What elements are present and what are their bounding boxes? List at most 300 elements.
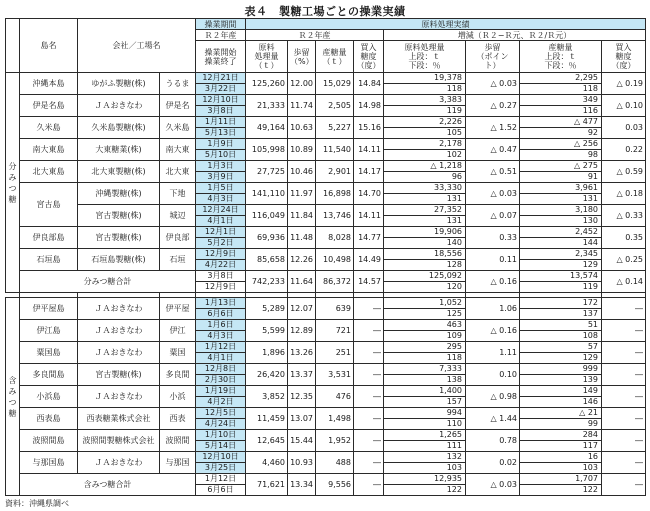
yield-change: 1.06: [466, 298, 520, 320]
yield-change: △ 0.16: [466, 320, 520, 342]
yield-change: △ 0.07: [466, 205, 520, 227]
yield-change: △ 1.52: [466, 117, 520, 139]
table-row: [6, 342, 646, 364]
company-name: 沖縄製糖(株): [78, 183, 160, 205]
factory-name: 久米島: [160, 117, 196, 139]
header-yield: 歩留 （%）: [288, 41, 316, 73]
operation-dates-top: 1月11日: [196, 117, 245, 128]
island-name: 伊是名島: [20, 95, 78, 117]
raw-change-bottom: 125: [446, 309, 462, 318]
purchase-change: △ 0.59: [602, 161, 646, 183]
sugar-change-bottom: 129: [582, 260, 598, 269]
raw-change-bottom: 131: [446, 194, 462, 203]
table-row: [6, 452, 646, 474]
sugar-tonnage: 11,540: [316, 139, 354, 161]
header-raw: 原料 処理量 （ｔ）: [246, 41, 288, 73]
operation-dates: [196, 205, 246, 227]
raw-change: [384, 205, 466, 227]
yield-change: △ 0.03: [466, 183, 520, 205]
raw-change-top: 994: [384, 408, 465, 419]
raw-tonnage: 105,998: [246, 139, 288, 161]
sugar-change-bottom: 92: [587, 128, 598, 137]
factory-name: 波照間: [160, 430, 196, 452]
yield-percent: 12.07: [288, 298, 316, 320]
yield-percent: 11.48: [288, 227, 316, 249]
table-row: [6, 205, 646, 227]
sugar-tonnage: 3,531: [316, 364, 354, 386]
operation-dates: [196, 364, 246, 386]
sugar-change: [520, 227, 602, 249]
header-sugar: 産糖量 （ｔ）: [316, 41, 354, 73]
raw-change: [384, 227, 466, 249]
company-name: 大東糖業(株): [78, 139, 160, 161]
company-name: ゆがふ製糖(株): [78, 73, 160, 95]
factory-name: うるま: [160, 73, 196, 95]
operation-dates-top: 12月5日: [196, 408, 245, 419]
sugar-change: [520, 298, 602, 320]
operation-dates-top: 12月9日: [196, 249, 245, 260]
yield-percent: 12.26: [288, 249, 316, 271]
sugar-change: [520, 73, 602, 95]
operation-dates-bottom: 3月8日: [207, 106, 234, 115]
yield-percent: 12.89: [288, 320, 316, 342]
purchase-change: ―: [602, 430, 646, 452]
factory-name: 下地: [160, 183, 196, 205]
company-name: 西表糖業株式会社: [78, 408, 160, 430]
purchase-change: ―: [602, 452, 646, 474]
purchase-change: 0.35: [602, 227, 646, 249]
table-row: [6, 408, 646, 430]
total-sugar-change-bottom: 119: [582, 282, 598, 291]
factory-name: 伊平屋: [160, 298, 196, 320]
purchase-change: ―: [602, 386, 646, 408]
operation-dates-top: 1月13日: [196, 298, 245, 309]
operation-dates: [196, 95, 246, 117]
purchase-sugar-content: ―: [354, 408, 384, 430]
table-row: [6, 73, 646, 95]
raw-tonnage: 69,936: [246, 227, 288, 249]
header-company: 会社／工場名: [78, 19, 196, 73]
header-yield-change: 歩留 （ポイン ト）: [466, 41, 520, 73]
sugar-change-top: 3,961: [520, 183, 601, 194]
sugar-tonnage: 1,952: [316, 430, 354, 452]
factory-name: 小浜: [160, 386, 196, 408]
raw-tonnage: 125,260: [246, 73, 288, 95]
raw-change: [384, 430, 466, 452]
yield-percent: 10.46: [288, 161, 316, 183]
raw-change: [384, 139, 466, 161]
purchase-sugar-content: 14.70: [354, 183, 384, 205]
factory-name: 粟国: [160, 342, 196, 364]
table-body: [6, 73, 646, 496]
total-raw-change-bottom: 122: [446, 485, 462, 494]
raw-tonnage: 5,599: [246, 320, 288, 342]
sugar-change-top: 999: [520, 364, 601, 375]
sugar-change-bottom: 98: [587, 150, 598, 159]
raw-change-bottom: 128: [446, 260, 462, 269]
sugar-change-top: △ 21: [520, 408, 601, 419]
raw-change-top: 7,333: [384, 364, 465, 375]
purchase-sugar-content: ―: [354, 342, 384, 364]
operation-dates-bottom: 5月10日: [204, 150, 237, 159]
raw-tonnage: 21,333: [246, 95, 288, 117]
header-island: 島名: [20, 19, 78, 73]
sugar-change-top: 284: [520, 430, 601, 441]
sugar-change-top: 51: [520, 320, 601, 331]
factory-name: 北大東: [160, 161, 196, 183]
operation-dates-top: 12月10日: [196, 452, 245, 463]
sugar-tonnage: 639: [316, 298, 354, 320]
operation-dates-bottom: 4月3日: [207, 194, 234, 203]
raw-tonnage: 27,725: [246, 161, 288, 183]
total-sugar-change-top: 1,707: [520, 474, 601, 485]
section-label: 含みつ糖: [6, 298, 20, 496]
yield-percent: 13.26: [288, 342, 316, 364]
yield-change: △ 0.27: [466, 95, 520, 117]
company-name: ＪＡおきなわ: [78, 452, 160, 474]
raw-change: [384, 342, 466, 364]
purchase-sugar-content: ―: [354, 298, 384, 320]
company-name: ＪＡおきなわ: [78, 342, 160, 364]
yield-change: △ 0.98: [466, 386, 520, 408]
raw-change-bottom: 157: [446, 397, 462, 406]
raw-change-top: 33,330: [384, 183, 465, 194]
operation-dates: [196, 227, 246, 249]
sugar-tonnage: 476: [316, 386, 354, 408]
sugar-change-top: △ 477: [520, 117, 601, 128]
section-label: 分みつ糖: [6, 73, 20, 293]
total-raw: 742,233: [246, 271, 288, 293]
raw-change-bottom: 118: [446, 84, 462, 93]
sugar-change: [520, 139, 602, 161]
factory-name: 与那国: [160, 452, 196, 474]
sugar-change-bottom: 130: [582, 216, 598, 225]
raw-tonnage: 116,049: [246, 205, 288, 227]
sugar-change-bottom: 117: [582, 441, 598, 450]
operation-dates-bottom: 4月22日: [204, 260, 237, 269]
island-name: 小浜島: [20, 386, 78, 408]
company-name: 久米島製糖(株): [78, 117, 160, 139]
operation-dates-top: 1月10日: [196, 430, 245, 441]
factory-name: 伊良部: [160, 227, 196, 249]
company-name: 波照間製糖株式会社: [78, 430, 160, 452]
company-name: ＪＡおきなわ: [78, 95, 160, 117]
operation-dates-bottom: 6月6日: [207, 309, 234, 318]
sugar-change-bottom: 137: [582, 309, 598, 318]
total-sugar-change: [520, 474, 602, 496]
total-yield-change: △ 0.16: [466, 271, 520, 293]
factory-name: 南大東: [160, 139, 196, 161]
sugar-change-top: △ 256: [520, 139, 601, 150]
operation-dates-top: 12月21日: [196, 73, 245, 84]
header-sugar-change: 産糖量 上段：ｔ 下段：％: [520, 41, 602, 73]
company-name: ＪＡおきなわ: [78, 298, 160, 320]
sugar-change-top: 349: [520, 95, 601, 106]
raw-change-bottom: 118: [446, 353, 462, 362]
operation-dates-bottom: 4月24日: [204, 419, 237, 428]
raw-change-bottom: 96: [451, 172, 462, 181]
sugar-change: [520, 95, 602, 117]
raw-change-top: 3,383: [384, 95, 465, 106]
yield-change: 0.11: [466, 249, 520, 271]
island-name: 多良間島: [20, 364, 78, 386]
header-raw-group: 原料処理実績: [246, 19, 646, 30]
company-name: ＪＡおきなわ: [78, 320, 160, 342]
yield-change: △ 0.51: [466, 161, 520, 183]
island-name: 西表島: [20, 408, 78, 430]
sugar-tonnage: 8,028: [316, 227, 354, 249]
sugar-tonnage: 488: [316, 452, 354, 474]
raw-tonnage: 1,896: [246, 342, 288, 364]
raw-tonnage: 3,852: [246, 386, 288, 408]
total-dates-bottom: 12月9日: [204, 282, 237, 291]
operation-dates-top: 12月10日: [196, 95, 245, 106]
total-yield-change: △ 0.03: [466, 474, 520, 496]
operation-dates: [196, 139, 246, 161]
total-purchase: 14.57: [354, 271, 384, 293]
total-dates: [196, 474, 246, 496]
raw-change: [384, 408, 466, 430]
purchase-change: △ 0.10: [602, 95, 646, 117]
operation-dates-bottom: 3月25日: [204, 463, 237, 472]
sugar-tonnage: 2,901: [316, 161, 354, 183]
sugar-change-top: 16: [520, 452, 601, 463]
operation-dates: [196, 298, 246, 320]
sugar-tonnage: 16,898: [316, 183, 354, 205]
total-dates-bottom: 6月6日: [207, 485, 234, 494]
yield-change: △ 1.44: [466, 408, 520, 430]
raw-change-bottom: 131: [446, 216, 462, 225]
raw-change-top: 2,178: [384, 139, 465, 150]
island-name: 波照間島: [20, 430, 78, 452]
operation-dates: [196, 320, 246, 342]
total-purchase-change: ―: [602, 474, 646, 496]
sugar-tonnage: 2,505: [316, 95, 354, 117]
sugar-change: [520, 386, 602, 408]
operation-dates-top: 1月12日: [196, 342, 245, 353]
island-name: 宮古島: [20, 183, 78, 227]
sugar-change: [520, 205, 602, 227]
raw-change: [384, 73, 466, 95]
raw-change: [384, 320, 466, 342]
raw-change-top: 1,400: [384, 386, 465, 397]
total-purchase-change: △ 0.14: [602, 271, 646, 293]
purchase-sugar-content: 14.49: [354, 249, 384, 271]
total-purchase: ―: [354, 474, 384, 496]
sugar-tonnage: 5,227: [316, 117, 354, 139]
raw-change: [384, 183, 466, 205]
table-row: [6, 117, 646, 139]
company-name: 宮古製糖(株): [78, 205, 160, 227]
header-r2: Ｒ２年産: [246, 30, 384, 41]
sugar-change: [520, 452, 602, 474]
total-sugar-change-bottom: 122: [582, 485, 598, 494]
raw-change-bottom: 103: [446, 463, 462, 472]
raw-change-bottom: 110: [446, 419, 462, 428]
raw-change-bottom: 109: [446, 331, 462, 340]
purchase-sugar-content: ―: [354, 320, 384, 342]
purchase-change: △ 0.18: [602, 183, 646, 205]
raw-change-top: 2,226: [384, 117, 465, 128]
company-name: 宮古製糖(株): [78, 227, 160, 249]
operation-dates: [196, 183, 246, 205]
raw-tonnage: 85,658: [246, 249, 288, 271]
sugar-change-bottom: 116: [582, 106, 598, 115]
header-period: 操業期間: [196, 19, 246, 30]
operation-dates-top: 12月8日: [196, 364, 245, 375]
table-row: [6, 430, 646, 452]
raw-change-top: 1,265: [384, 430, 465, 441]
factory-name: 石垣: [160, 249, 196, 271]
company-name: 北大東製糖(株): [78, 161, 160, 183]
yield-change: 0.33: [466, 227, 520, 249]
total-row: [6, 474, 646, 496]
header-start-end: 操業開始 操業終了: [196, 41, 246, 73]
purchase-change: △ 0.33: [602, 205, 646, 227]
sugar-change-bottom: 129: [582, 353, 598, 362]
operation-dates-top: 1月19日: [196, 386, 245, 397]
purchase-change: △ 0.19: [602, 73, 646, 95]
operation-dates-top: 1月9日: [196, 139, 245, 150]
operation-dates-bottom: 3月22日: [204, 84, 237, 93]
sugar-tonnage: 251: [316, 342, 354, 364]
operation-dates-top: 1月3日: [196, 161, 245, 172]
yield-change: 1.11: [466, 342, 520, 364]
sugar-change: [520, 430, 602, 452]
sugar-change-bottom: 118: [582, 84, 598, 93]
sugar-change-top: 172: [520, 298, 601, 309]
raw-change-top: 18,556: [384, 249, 465, 260]
factory-name: 西表: [160, 408, 196, 430]
yield-percent: 10.89: [288, 139, 316, 161]
raw-change-bottom: 102: [446, 150, 462, 159]
raw-tonnage: 141,110: [246, 183, 288, 205]
purchase-sugar-content: 14.11: [354, 205, 384, 227]
island-name: 与那国島: [20, 452, 78, 474]
sugar-change: [520, 342, 602, 364]
company-name: 宮古製糖(株): [78, 364, 160, 386]
total-raw-change: [384, 474, 466, 496]
purchase-sugar-content: 14.11: [354, 139, 384, 161]
raw-change-top: 295: [384, 342, 465, 353]
company-name: ＪＡおきなわ: [78, 386, 160, 408]
sugar-change-bottom: 131: [582, 194, 598, 203]
raw-tonnage: 5,289: [246, 298, 288, 320]
operation-dates-bottom: 5月14日: [204, 441, 237, 450]
purchase-change: ―: [602, 320, 646, 342]
total-raw: 71,621: [246, 474, 288, 496]
company-name: 石垣島製糖(株): [78, 249, 160, 271]
purchase-sugar-content: ―: [354, 364, 384, 386]
sugar-change-top: △ 275: [520, 161, 601, 172]
raw-tonnage: 12,645: [246, 430, 288, 452]
purchase-sugar-content: ―: [354, 452, 384, 474]
sugar-tonnage: 13,746: [316, 205, 354, 227]
sugar-change-bottom: 144: [582, 238, 598, 247]
total-sugar-change-top: 13,574: [520, 271, 601, 282]
raw-change-bottom: 119: [446, 106, 462, 115]
operation-dates-bottom: 4月1日: [207, 353, 234, 362]
sugar-change: [520, 161, 602, 183]
yield-percent: 15.44: [288, 430, 316, 452]
sugar-tonnage: 1,498: [316, 408, 354, 430]
purchase-sugar-content: ―: [354, 430, 384, 452]
purchase-sugar-content: 14.17: [354, 161, 384, 183]
raw-change: [384, 386, 466, 408]
sugar-tonnage: 721: [316, 320, 354, 342]
factory-name: 城辺: [160, 205, 196, 227]
operation-dates-top: 1月5日: [196, 183, 245, 194]
raw-change-top: 132: [384, 452, 465, 463]
raw-change-top: 19,906: [384, 227, 465, 238]
operation-dates-bottom: 2月30日: [204, 375, 237, 384]
sugar-tonnage: 15,029: [316, 73, 354, 95]
raw-tonnage: 4,460: [246, 452, 288, 474]
operation-dates-bottom: 4月3日: [207, 331, 234, 340]
raw-change-bottom: 138: [446, 375, 462, 384]
sugar-change-top: 3,180: [520, 205, 601, 216]
yield-percent: 12.35: [288, 386, 316, 408]
table-row: [6, 386, 646, 408]
yield-percent: 12.00: [288, 73, 316, 95]
island-name: 伊江島: [20, 320, 78, 342]
yield-percent: 11.97: [288, 183, 316, 205]
total-raw-change-bottom: 120: [446, 282, 462, 291]
sugar-change: [520, 364, 602, 386]
raw-tonnage: 49,164: [246, 117, 288, 139]
operation-dates: [196, 430, 246, 452]
header-change: 増減（Ｒ２−Ｒ元、Ｒ２/Ｒ元）: [384, 30, 646, 41]
operation-dates: [196, 161, 246, 183]
header-purchase-change: 買入 糖度 （度）: [602, 41, 646, 73]
purchase-sugar-content: 14.98: [354, 95, 384, 117]
source-note: 資料：沖縄県調べ: [5, 499, 69, 508]
raw-change-bottom: 105: [446, 128, 462, 137]
sugar-change-bottom: 103: [582, 463, 598, 472]
table-row: [6, 364, 646, 386]
table-row: [6, 183, 646, 205]
factory-name: 多良間: [160, 364, 196, 386]
island-name: 伊平屋島: [20, 298, 78, 320]
island-name: 北大東島: [20, 161, 78, 183]
total-sugar: 86,372: [316, 271, 354, 293]
total-raw-change-top: 125,092: [384, 271, 465, 282]
sugar-change-top: 149: [520, 386, 601, 397]
raw-change-top: 463: [384, 320, 465, 331]
yield-change: 0.02: [466, 452, 520, 474]
purchase-sugar-content: 15.16: [354, 117, 384, 139]
purchase-sugar-content: 14.77: [354, 227, 384, 249]
sugar-change-top: 2,295: [520, 73, 601, 84]
factory-name: 伊是名: [160, 95, 196, 117]
total-dates-top: 3月8日: [196, 271, 245, 282]
island-name: 沖縄本島: [20, 73, 78, 95]
purchase-change: 0.03: [602, 117, 646, 139]
yield-percent: 11.84: [288, 205, 316, 227]
purchase-change: ―: [602, 342, 646, 364]
operation-dates: [196, 73, 246, 95]
raw-change: [384, 452, 466, 474]
operation-dates: [196, 117, 246, 139]
purchase-change: ―: [602, 298, 646, 320]
sugar-change: [520, 183, 602, 205]
table-title: 表４ 製糖工場ごとの操業実績: [244, 5, 406, 18]
sugar-change: [520, 249, 602, 271]
operation-dates-top: 12月1日: [196, 227, 245, 238]
purchase-change: 0.22: [602, 139, 646, 161]
total-raw-change: [384, 271, 466, 293]
sugar-change-bottom: 146: [582, 397, 598, 406]
